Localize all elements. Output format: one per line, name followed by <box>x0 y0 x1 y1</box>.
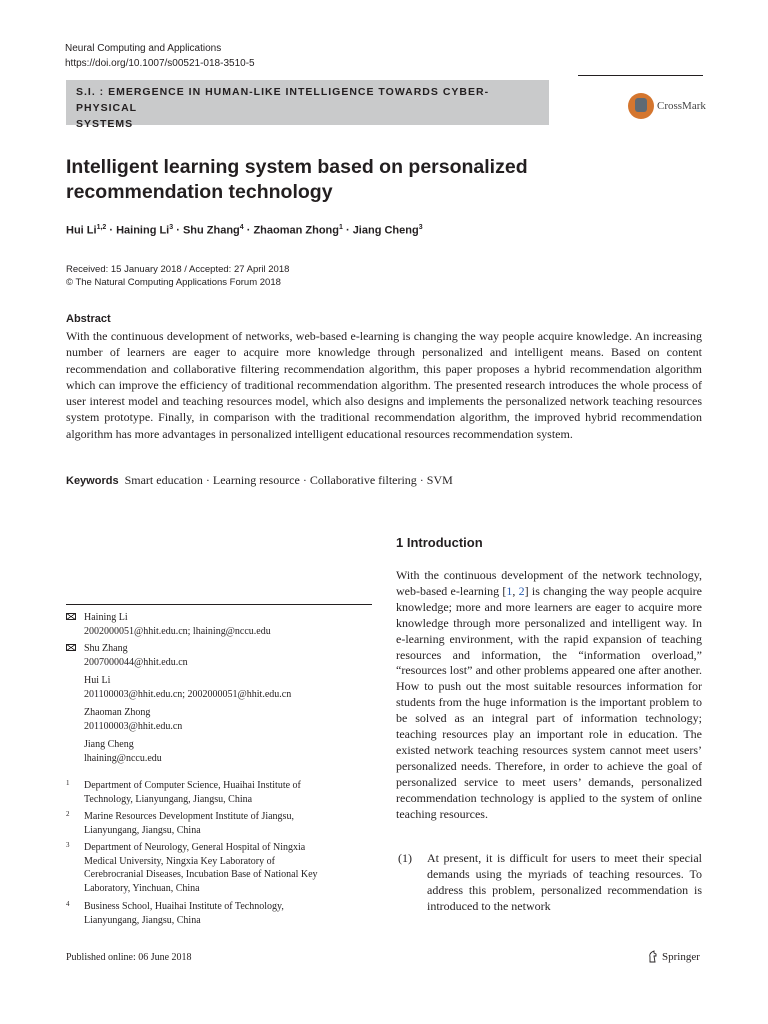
contact-hui-li <box>66 674 291 701</box>
list-item <box>396 851 702 915</box>
contact-email[interactable]: 201100003@hhit.edu.cn; 2002000051@hhit.edu.cn <box>84 688 292 700</box>
contact-jiang-cheng <box>66 738 162 765</box>
crossmark-label: CrossMark <box>657 100 706 112</box>
keywords-label: Keywords <box>66 475 119 487</box>
journal-header <box>65 41 255 71</box>
abstract-text: With the continuous development of networks, web-based e-learning is changing the way people acquire knowledge. An increasing number of learners are eager to acquire more knowledge through personalized and intelligent means. Based on content recommendation and collaborative filtering recommendation algorithm, this paper proposes a hybrid recommendation algorithm which can improve the efficiency of traditional recommendation algorithm. The presented research introduces the whole process of user interest model and teaching resources model, which also designs and implements the personalized network teaching resources system prototype. Finally, in comparison with the traditional recommendation algorithm, the improved hybrid recommendation algorithm has more advantages in personalized intelligent educational resources recommendation system. <box>66 329 702 441</box>
affiliation-number: 1 <box>66 779 70 787</box>
affiliation-line: Marine Resources Development Institute of Jiangsu, <box>84 811 294 822</box>
contact-email[interactable]: 2007000044@hhit.edu.cn <box>84 656 188 668</box>
published-online: Published online: 06 June 2018 <box>66 952 192 963</box>
abstract-heading: Abstract <box>66 313 111 325</box>
affiliation-line: Lianyungang, Jiangsu, China <box>84 824 201 836</box>
contact-shu-zhang <box>66 642 188 669</box>
banner-line-2: SYSTEMS <box>76 118 134 130</box>
affiliation-1 <box>66 779 366 806</box>
keywords <box>66 473 453 488</box>
affiliation-2 <box>66 810 366 837</box>
contact-name: Jiang Cheng <box>84 739 134 750</box>
author-affil-sup: 3 <box>418 224 423 231</box>
affiliation-number: 2 <box>66 810 70 818</box>
intro-text-part-2: ] is changing the way people acquire knowledge; more and more learners are eager to acquire more knowledge through more personalized and intelligent way. In e-learning environment, with the rapid expansion of teaching resources and information, the “information overload,” “resources lost” and other problems appeared one after another. How to push out the most suitable resources information for students from the huge information is the important problem to be solved as an integral part of information technology; teaching resources play an important role in education. The existed network teaching resources system cannot meet users’ personalized needs. Therefore, in order to achieve the goal of personalized service to meet users’ demands, personalized recommendation technology is applied to the system of online teaching resources. <box>396 583 702 821</box>
citation-separator: , <box>512 583 519 598</box>
received-accepted: Received: 15 January 2018 / Accepted: 27 April 2018 <box>66 264 290 275</box>
author-separator: · <box>173 224 183 237</box>
copyright-line: © The Natural Computing Applications Forum 2018 <box>66 277 281 288</box>
section-heading-introduction: 1 Introduction <box>396 535 483 550</box>
author-name: Zhaoman Zhong <box>253 224 339 237</box>
publisher-logo <box>648 950 700 963</box>
author-separator: · <box>342 224 353 237</box>
affiliation-4 <box>66 900 366 927</box>
publisher-name: Springer <box>662 950 700 963</box>
special-issue-banner <box>66 80 549 130</box>
author-affil-sup: 1,2 <box>96 224 107 231</box>
author-affil-sup: 4 <box>239 224 244 231</box>
keywords-text: Smart education · Learning resource · Collaborative filtering · SVM <box>124 473 453 487</box>
author-name: Hui Li <box>66 224 97 237</box>
contact-haining-li <box>66 611 271 638</box>
author-name: Haining Li <box>116 224 170 237</box>
crossmark-badge[interactable] <box>628 93 706 119</box>
author-name: Jiang Cheng <box>352 224 419 237</box>
contact-email[interactable]: lhaining@nccu.edu <box>84 752 162 764</box>
list-item-number: (1) <box>398 851 412 865</box>
affiliation-line: Lianyungang, Jiangsu, China <box>84 914 201 926</box>
envelope-icon <box>66 644 76 651</box>
affiliation-line: Business School, Huaihai Institute of Technology, <box>84 901 284 912</box>
citation-link-2[interactable]: 2 <box>518 583 525 598</box>
article-dates <box>66 263 289 289</box>
envelope-icon <box>66 613 76 620</box>
contact-name: Zhaoman Zhong <box>84 707 151 718</box>
affiliation-line: Cerebrocranial Diseases, Incubation Base of National Key <box>84 869 318 880</box>
paper-title: Intelligent learning system based on personalized recommendation technology <box>66 156 528 203</box>
author-separator: · <box>243 224 254 237</box>
author-list <box>66 224 423 237</box>
affiliation-number: 3 <box>66 841 70 849</box>
affiliation-line: Laboratory, Yinchuan, China <box>84 882 200 894</box>
citation-link-1[interactable]: 1 <box>506 583 513 598</box>
affiliation-line: Department of Computer Science, Huaihai Institute of <box>84 780 301 791</box>
author-name: Shu Zhang <box>182 224 240 237</box>
contact-email[interactable]: 2002000051@hhit.edu.cn; lhaining@nccu.edu <box>84 625 271 637</box>
footnote-rule <box>66 604 372 605</box>
contact-name: Haining Li <box>84 612 128 623</box>
intro-text-part-1: With the continuous development of the network technology, web-based e-learning [ <box>396 568 702 598</box>
affiliation-number: 4 <box>66 900 70 908</box>
header-rule <box>578 75 703 76</box>
author-affil-sup: 3 <box>169 224 174 231</box>
journal-name: Neural Computing and Applications <box>65 43 222 54</box>
crossmark-icon <box>628 93 654 119</box>
affiliation-line: Medical University, Ningxia Key Laboratory of <box>84 855 275 867</box>
affiliation-line: Department of Neurology, General Hospital of Ningxia <box>84 842 306 853</box>
affiliation-line: Technology, Lianyungang, Jiangsu, China <box>84 793 253 805</box>
introduction-paragraph <box>396 568 702 823</box>
author-separator: · <box>106 224 117 237</box>
contact-name: Hui Li <box>84 675 111 686</box>
contact-name: Shu Zhang <box>84 643 128 654</box>
springer-horse-icon <box>648 950 658 963</box>
contact-zhaoman-zhong <box>66 706 182 733</box>
journal-doi[interactable]: https://doi.org/10.1007/s00521-018-3510-5 <box>65 58 255 69</box>
affiliation-3 <box>66 841 366 895</box>
banner-line-1: S.I. : EMERGENCE IN HUMAN-LIKE INTELLIGENCE TOWARDS CYBER-PHYSICAL <box>76 86 490 114</box>
list-item-text: At present, it is difficult for users to meet their special demands using the myriads of teaching resources. To address this problem, personalized recommendation is introduced to the network <box>427 851 702 913</box>
contact-email[interactable]: 201100003@hhit.edu.cn <box>84 720 183 732</box>
author-affil-sup: 1 <box>339 224 343 231</box>
